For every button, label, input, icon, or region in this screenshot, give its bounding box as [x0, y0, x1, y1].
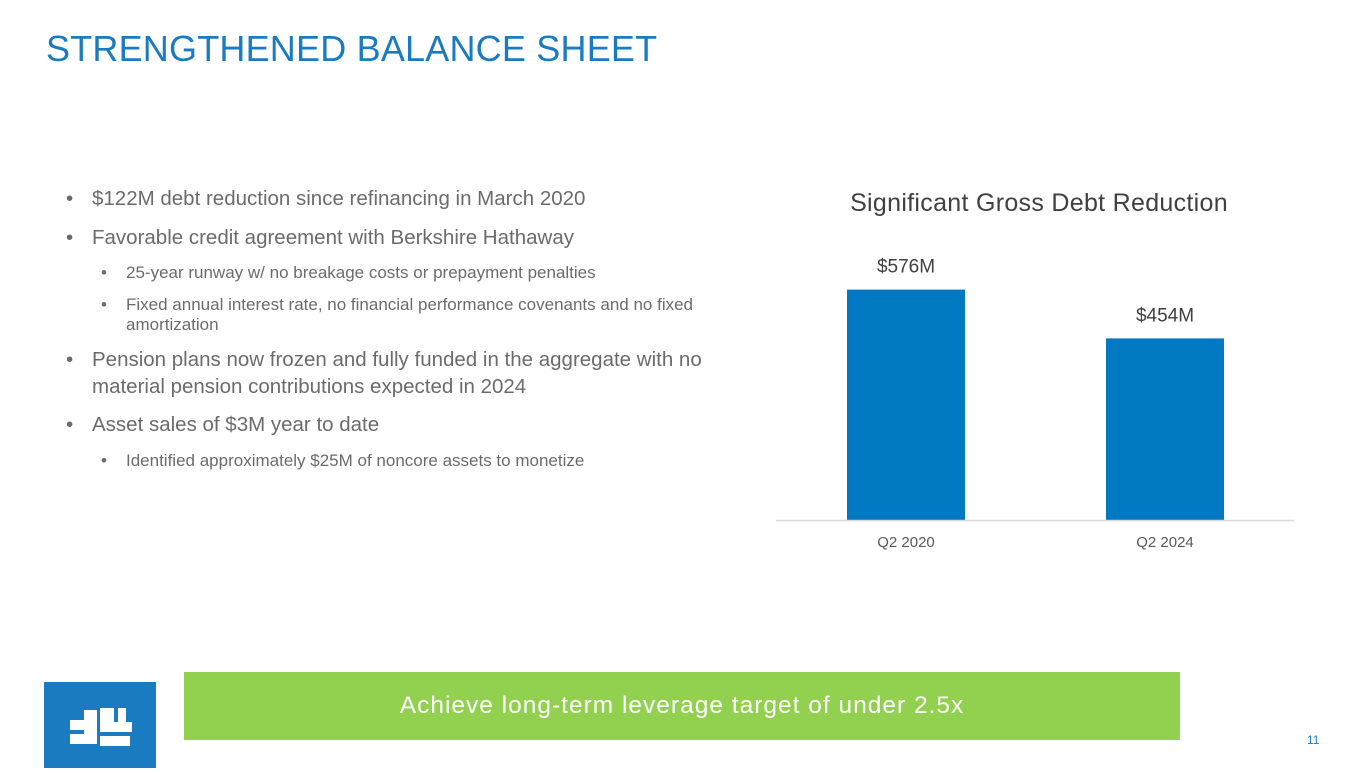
- debt-chart: [760, 176, 1320, 571]
- bullet-pension-plans: • Pension plans now frozen and fully funded in the aggregate with no material pension contributions expected in 2024: [66, 347, 706, 400]
- bullet-list: [66, 186, 706, 483]
- bar-q2-2020: [847, 290, 965, 520]
- debt-chart-svg: [760, 176, 1320, 566]
- bullet-credit-agreement: • Favorable credit agreement with Berkshire Hathaway: [66, 225, 706, 252]
- banner-text: Achieve long-term leverage target of under 2.5x: [399, 692, 965, 719]
- leverage-target-banner: [184, 672, 1180, 740]
- data-label: $576M: [876, 256, 936, 278]
- x-tick-label: Q2 2020: [877, 534, 935, 551]
- page-number: 11: [1307, 733, 1320, 747]
- sub-bullet-noncore-assets: • Identified approximately $25M of noncore assets to monetize: [66, 451, 706, 471]
- data-label: $454M: [1135, 305, 1195, 327]
- x-tick-label: Q2 2024: [1136, 534, 1194, 551]
- sub-bullet-interest-rate: • Fixed annual interest rate, no financial performance covenants and no fixed amortization: [66, 295, 706, 335]
- bar-q2-2024: [1106, 338, 1224, 520]
- bullet-asset-sales: • Asset sales of $3M year to date: [66, 412, 706, 439]
- page-title: STRENGTHENED BALANCE SHEET: [46, 28, 658, 69]
- logo-mark-icon: [44, 682, 156, 768]
- bullet-debt-reduction: • $122M debt reduction since refinancing in March 2020: [66, 186, 706, 213]
- sub-bullet-runway: • 25-year runway w/ no breakage costs or prepayment penalties: [66, 263, 706, 283]
- chart-title: Significant Gross Debt Reduction: [850, 189, 1228, 217]
- company-logo: [44, 682, 156, 768]
